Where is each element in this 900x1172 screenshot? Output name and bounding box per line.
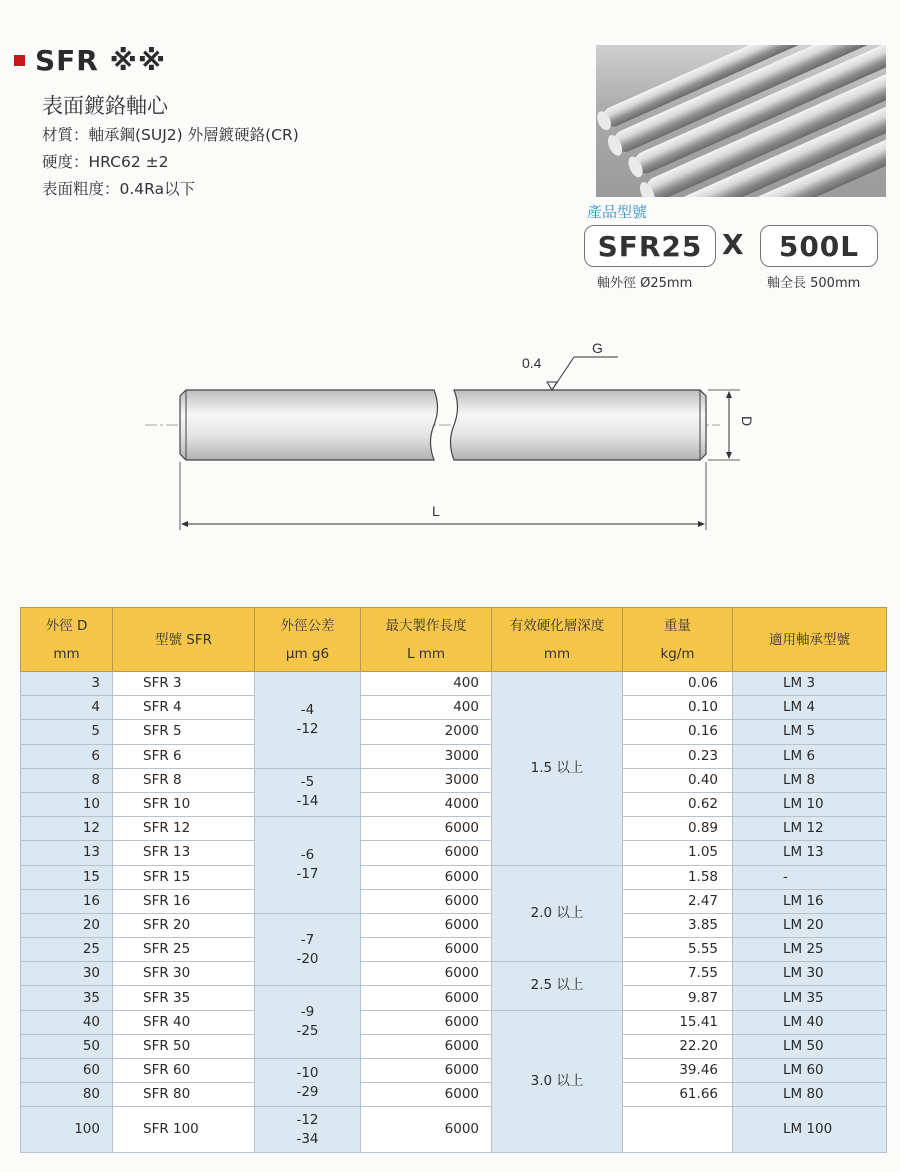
shafts-image xyxy=(596,45,886,197)
cell-bearing: LM 30 xyxy=(733,962,887,986)
cell-length: 6000 xyxy=(361,817,492,841)
cell-length: 6000 xyxy=(361,1059,492,1083)
cell-weight: 61.66 xyxy=(623,1083,733,1107)
cell-tolerance xyxy=(255,817,361,914)
cell-tolerance xyxy=(255,913,361,986)
tolerance-lower: -25 xyxy=(296,1023,319,1040)
cell-weight: 15.41 xyxy=(623,1010,733,1034)
cell-bearing: LM 5 xyxy=(733,720,887,744)
header-diameter: 外徑 D mm xyxy=(21,608,113,672)
cell-model: SFR 10 xyxy=(113,792,255,816)
cell-model: SFR 5 xyxy=(113,720,255,744)
cell-bearing: LM 13 xyxy=(733,841,887,865)
table-row xyxy=(21,1083,887,1107)
header-bearing: 適用軸承型號 xyxy=(733,608,887,672)
cell-model: SFR 6 xyxy=(113,744,255,768)
roughness-value: 0.4 xyxy=(522,355,542,371)
cell-weight: 39.46 xyxy=(623,1059,733,1083)
cell-bearing: LM 10 xyxy=(733,792,887,816)
header-model: 型號 SFR xyxy=(113,608,255,672)
tolerance-lower: -17 xyxy=(296,866,319,882)
table-row xyxy=(21,913,887,937)
model-code-title: 產品型號 xyxy=(587,203,648,221)
table-row xyxy=(21,865,887,889)
cell-bearing: LM 100 xyxy=(733,1107,887,1153)
cell-model: SFR 8 xyxy=(113,768,255,792)
cell-length: 6000 xyxy=(361,1010,492,1034)
shaft-drawing xyxy=(140,330,760,540)
cell-diameter: 3 xyxy=(21,672,113,696)
cell-weight xyxy=(623,1107,733,1153)
tolerance-upper: -6 xyxy=(300,847,315,863)
cell-weight: 0.06 xyxy=(623,672,733,696)
cell-bearing: LM 60 xyxy=(733,1059,887,1083)
cell-diameter: 60 xyxy=(21,1059,113,1083)
cell-bearing: LM 3 xyxy=(733,672,887,696)
table-row xyxy=(21,962,887,986)
cell-diameter: 25 xyxy=(21,938,113,962)
cell-model: SFR 35 xyxy=(113,986,255,1010)
tolerance-lower: -14 xyxy=(296,793,319,810)
cell-bearing: LM 20 xyxy=(733,913,887,937)
title-marker xyxy=(14,55,25,66)
cell-diameter: 20 xyxy=(21,913,113,937)
cell-length: 6000 xyxy=(361,1034,492,1058)
table-row xyxy=(21,841,887,865)
cell-model: SFR 4 xyxy=(113,696,255,720)
table-row xyxy=(21,792,887,816)
grind-symbol: G xyxy=(592,340,603,356)
cell-length: 6000 xyxy=(361,841,492,865)
table-row xyxy=(21,1034,887,1058)
tolerance-upper: -4 xyxy=(300,701,315,718)
cell-weight: 0.40 xyxy=(623,768,733,792)
cell-model: SFR 40 xyxy=(113,1010,255,1034)
cell-diameter: 5 xyxy=(21,720,113,744)
cell-weight: 22.20 xyxy=(623,1034,733,1058)
cell-length: 6000 xyxy=(361,938,492,962)
cell-length: 6000 xyxy=(361,913,492,937)
tolerance-upper: -10 xyxy=(296,1064,319,1081)
cell-diameter: 12 xyxy=(21,817,113,841)
cell-length: 400 xyxy=(361,672,492,696)
tolerance-lower: -34 xyxy=(296,1130,319,1147)
cell-weight: 7.55 xyxy=(623,962,733,986)
spec-material: 材質：軸承鋼(SUJ2) 外層鍍硬鉻(CR) xyxy=(42,126,299,144)
table-row xyxy=(21,672,887,696)
cell-diameter: 80 xyxy=(21,1083,113,1107)
table-row xyxy=(21,696,887,720)
cell-weight: 1.58 xyxy=(623,865,733,889)
cell-diameter: 13 xyxy=(21,841,113,865)
cell-length: 2000 xyxy=(361,720,492,744)
cell-bearing: LM 80 xyxy=(733,1083,887,1107)
table-header-row xyxy=(21,608,887,672)
cell-bearing: LM 35 xyxy=(733,986,887,1010)
cell-hardening-depth: 1.5 以上 xyxy=(492,672,623,866)
cell-hardening-depth: 2.5 以上 xyxy=(492,962,623,1010)
page-title: SFR ※※ xyxy=(35,44,167,77)
header-hardening-depth: 有效硬化層深度 mm xyxy=(492,608,623,672)
length-label: L xyxy=(432,503,440,519)
cell-diameter: 100 xyxy=(21,1107,113,1153)
cell-model: SFR 60 xyxy=(113,1059,255,1083)
table-row xyxy=(21,938,887,962)
cell-weight: 1.05 xyxy=(623,841,733,865)
title-row xyxy=(14,44,166,77)
table-row xyxy=(21,817,887,841)
length-code-note: 軸全長 500mm xyxy=(767,276,861,291)
header-length: 最大製作長度 L mm xyxy=(361,608,492,672)
header-tolerance: 外徑公差 μm g6 xyxy=(255,608,361,672)
cell-bearing: LM 25 xyxy=(733,938,887,962)
cell-diameter: 35 xyxy=(21,986,113,1010)
cell-weight: 0.89 xyxy=(623,817,733,841)
cell-hardening-depth: 3.0 以上 xyxy=(492,1010,623,1153)
cell-bearing: - xyxy=(733,865,887,889)
table-row xyxy=(21,889,887,913)
tolerance-upper: -7 xyxy=(300,931,315,948)
cell-tolerance xyxy=(255,1059,361,1107)
cell-model: SFR 13 xyxy=(113,841,255,865)
header-weight: 重量 kg/m xyxy=(623,608,733,672)
model-code-note: 軸外徑 Ø25mm xyxy=(597,276,693,291)
cell-model: SFR 50 xyxy=(113,1034,255,1058)
cell-bearing: LM 4 xyxy=(733,696,887,720)
cell-weight: 0.10 xyxy=(623,696,733,720)
cell-length: 3000 xyxy=(361,768,492,792)
cell-weight: 3.85 xyxy=(623,913,733,937)
tolerance-lower: -29 xyxy=(296,1083,319,1100)
model-code-box: SFR25 xyxy=(584,225,716,267)
cell-weight: 0.23 xyxy=(623,744,733,768)
spec-hardness: 硬度：HRC62 ±2 xyxy=(42,153,169,171)
cell-length: 3000 xyxy=(361,744,492,768)
cell-weight: 9.87 xyxy=(623,986,733,1010)
model-code-separator: X xyxy=(722,228,744,261)
cell-model: SFR 3 xyxy=(113,672,255,696)
cell-hardening-depth: 2.0 以上 xyxy=(492,865,623,962)
cell-tolerance xyxy=(255,986,361,1059)
length-code-box: 500L xyxy=(760,225,878,267)
cell-diameter: 30 xyxy=(21,962,113,986)
cell-diameter: 10 xyxy=(21,792,113,816)
cell-length: 6000 xyxy=(361,986,492,1010)
cell-length: 6000 xyxy=(361,1083,492,1107)
cell-length: 6000 xyxy=(361,962,492,986)
cell-weight: 2.47 xyxy=(623,889,733,913)
cell-diameter: 16 xyxy=(21,889,113,913)
cell-weight: 0.16 xyxy=(623,720,733,744)
cell-model: SFR 30 xyxy=(113,962,255,986)
cell-tolerance xyxy=(255,672,361,769)
table-row xyxy=(21,1059,887,1083)
table-row xyxy=(21,720,887,744)
cell-bearing: LM 16 xyxy=(733,889,887,913)
tolerance-upper: -9 xyxy=(300,1004,315,1021)
table-row xyxy=(21,1010,887,1034)
cell-model: SFR 16 xyxy=(113,889,255,913)
cell-model: SFR 15 xyxy=(113,865,255,889)
table-row xyxy=(21,986,887,1010)
cell-diameter: 8 xyxy=(21,768,113,792)
diameter-label: D xyxy=(739,416,755,427)
cell-weight: 5.55 xyxy=(623,938,733,962)
cell-diameter: 4 xyxy=(21,696,113,720)
cell-length: 6000 xyxy=(361,1107,492,1153)
cell-model: SFR 12 xyxy=(113,817,255,841)
cell-bearing: LM 50 xyxy=(733,1034,887,1058)
cell-bearing: LM 12 xyxy=(733,817,887,841)
cell-model: SFR 25 xyxy=(113,938,255,962)
cell-model: SFR 80 xyxy=(113,1083,255,1107)
spec-roughness: 表面粗度：0.4Ra以下 xyxy=(42,180,196,198)
spec-table xyxy=(20,607,887,1153)
cell-diameter: 50 xyxy=(21,1034,113,1058)
cell-length: 400 xyxy=(361,696,492,720)
page-subtitle: 表面鍍鉻軸心 xyxy=(42,94,168,118)
spec-table-body xyxy=(21,672,887,1153)
cell-weight: 0.62 xyxy=(623,792,733,816)
cell-length: 4000 xyxy=(361,792,492,816)
table-row xyxy=(21,744,887,768)
cell-tolerance xyxy=(255,1107,361,1153)
cell-model: SFR 100 xyxy=(113,1107,255,1153)
cell-length: 6000 xyxy=(361,865,492,889)
cell-bearing: LM 8 xyxy=(733,768,887,792)
cell-tolerance xyxy=(255,768,361,816)
table-row xyxy=(21,1107,887,1153)
cell-model: SFR 20 xyxy=(113,913,255,937)
tolerance-upper: -5 xyxy=(300,774,315,791)
cell-length: 6000 xyxy=(361,889,492,913)
cell-diameter: 40 xyxy=(21,1010,113,1034)
tolerance-lower: -12 xyxy=(296,720,319,737)
cell-diameter: 6 xyxy=(21,744,113,768)
cell-diameter: 15 xyxy=(21,865,113,889)
tolerance-upper: -12 xyxy=(296,1111,319,1128)
product-photo xyxy=(596,45,886,197)
table-row xyxy=(21,768,887,792)
tolerance-lower: -20 xyxy=(296,950,319,967)
cell-bearing: LM 40 xyxy=(733,1010,887,1034)
cell-bearing: LM 6 xyxy=(733,744,887,768)
